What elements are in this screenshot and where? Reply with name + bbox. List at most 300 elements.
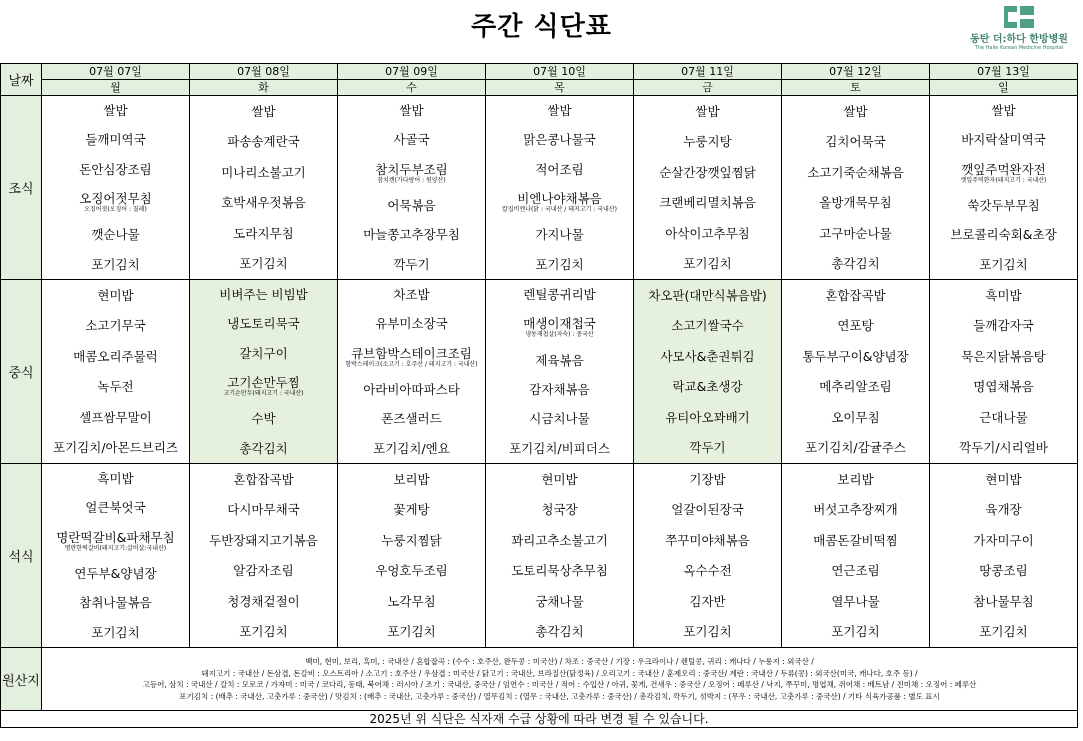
menu-item-name: 총각김치 (831, 256, 880, 272)
menu-item-name: 큐브함박스테이크조림 (351, 345, 472, 361)
menu-item-name: 흑미밥 (985, 287, 1022, 303)
menu-item (502, 191, 617, 213)
menu-item-name: 적어조림 (535, 161, 584, 177)
menu-item (511, 533, 608, 548)
menu-item (979, 563, 1027, 578)
day-date: 07월 09일 (338, 64, 486, 80)
menu-item (973, 594, 1033, 609)
menu-item (659, 195, 756, 210)
menu-item-name: 소고기쌀국수 (671, 318, 744, 334)
menu-item-name: 사모사&춘권튀김 (660, 348, 755, 364)
menu-item (79, 410, 151, 425)
menu-item (961, 132, 1046, 147)
breakfast-menu-cell (930, 96, 1078, 280)
menu-item (56, 530, 174, 552)
breakfast-menu-cell (190, 96, 338, 280)
menu-item (991, 103, 1015, 118)
menu-item-name: 깻순나물 (91, 227, 140, 243)
menu-item (363, 382, 460, 397)
menu-item-name: 통두부구이&양념장 (802, 348, 909, 364)
lunch-row (1, 280, 1078, 464)
origin-line: 포기김치 : (배추 : 국내산, 고춧가루 : 중국산) / 맛김치 : (배추 : 국내산, 고춧가루 : 중국산) / 열무김치 : (열무 : 국내산, 고춧가루 : 중국산) / 총각김치, 깍두기, 섞박지 : (무우 : 국내산, 고춧가루 : 중국산) / 기타 식육가공품 : 별도 표시 (179, 691, 940, 701)
menu-item-name: 연근조림 (831, 563, 880, 579)
menu-item (345, 346, 477, 368)
menu-item-name: 맑은콩나물국 (523, 132, 596, 148)
menu-item-origin-note: 깻잎주먹완자(돼지고기 : 국내산) (960, 176, 1047, 184)
menu-item (393, 502, 429, 517)
menu-item (233, 226, 293, 241)
menu-item-name: 제육볶음 (535, 352, 584, 368)
menu-item-name: 꽃게탕 (393, 502, 430, 518)
menu-item (831, 256, 879, 271)
menu-item-name: 들깨감자국 (973, 318, 1034, 334)
row-label-lunch: 중식 (1, 280, 42, 464)
menu-item-name: 미나리소불고기 (221, 164, 306, 180)
menu-item-name: 아삭이고추무침 (665, 225, 750, 241)
menu-item-name: 호박새우젓볶음 (221, 195, 306, 211)
origin-row (1, 648, 1078, 711)
menu-item (831, 624, 879, 639)
menu-item (825, 134, 885, 149)
menu-item-name: 기장밥 (689, 471, 726, 487)
menu-item-name: 깍두기 (393, 256, 430, 272)
menu-item-name: 포기김치 (91, 256, 140, 272)
menu-item-name: 포기김치/비피더스 (509, 440, 610, 456)
menu-item (79, 595, 151, 610)
menu-item (695, 104, 719, 119)
menu-item-name: 고기손만두찜 (227, 375, 300, 391)
menu-item-name: 포기김치 (683, 624, 732, 640)
menu-item (535, 624, 583, 639)
menu-item (529, 382, 589, 397)
menu-item-name: 참나물무침 (973, 593, 1034, 609)
menu-item (85, 318, 145, 333)
menu-item-name: 열무나물 (831, 593, 880, 609)
day-weekday: 화 (190, 80, 338, 96)
menu-item (219, 287, 308, 302)
menu-item (239, 346, 287, 361)
menu-item (251, 411, 275, 426)
menu-item (233, 472, 293, 487)
menu-item-name: 쑥갓두부무침 (967, 198, 1040, 214)
menu-item-origin-note: 명란한떡갈비(돼지고기:갈비살:국내산) (64, 544, 167, 552)
page-title: 주간 식단표 (471, 12, 612, 42)
dinner-menu-cell (486, 464, 634, 648)
day-date: 07월 08일 (190, 64, 338, 80)
menu-item (541, 472, 577, 487)
menu-item-name: 흑미밥 (97, 471, 134, 487)
menu-item (529, 411, 589, 426)
menu-item (227, 134, 299, 149)
menu-item-name: 오징어젓무침 (79, 191, 152, 207)
weekly-menu-table (0, 63, 1078, 728)
menu-item (819, 195, 891, 210)
menu-item-name: 두반장돼지고기볶음 (209, 532, 318, 548)
menu-item-name: 궁채나물 (535, 593, 584, 609)
menu-item-name: 녹두전 (97, 379, 134, 395)
menu-item-name: 땅콩조림 (979, 563, 1028, 579)
menu-item (959, 440, 1048, 455)
menu-item (825, 288, 885, 303)
menu-item-name: 얼큰북엇국 (85, 500, 146, 516)
menu-item-name: 가지나물 (535, 227, 584, 243)
menu-item-name: 도토리묵상추무침 (511, 563, 608, 579)
menu-item-name: 도라지무침 (233, 225, 294, 241)
menu-item (819, 226, 891, 241)
menu-item (97, 288, 133, 303)
dinner-menu-cell (782, 464, 930, 648)
origin-line: 고등어, 삼치 : 국내산 / 갈치 : 모로코 / 가자미 : 미국 / 코다리, 동태, 북어채 : 러시아 / 조기 : 국내산, 중국산 / 임연수 : 미국산 / 적어 : 수입산 / 아귀, 꽃게, 건새우 : 중국산 / 오징어 : 페루산 / 낙지, 쭈꾸미, 명엽채, 쥐어채 : 베트남 / 진미채 : 오징어 : 페루산 (142, 680, 977, 689)
menu-item-name: 갈치구이 (239, 345, 288, 361)
dinner-menu-cell (42, 464, 190, 648)
menu-item-name: 포기김치 (831, 624, 880, 640)
menu-item-name: 마늘쫑고추장무침 (363, 227, 460, 243)
menu-item (985, 472, 1021, 487)
menu-item (523, 132, 595, 147)
row-label-dinner: 석식 (1, 464, 42, 648)
menu-item (375, 162, 447, 184)
menu-item-name: 차조밥 (393, 287, 430, 303)
menu-item (227, 316, 299, 331)
menu-item (387, 594, 435, 609)
row-label-breakfast: 조식 (1, 96, 42, 280)
lunch-menu-cell (782, 280, 930, 464)
dinner-menu-cell (338, 464, 486, 648)
menu-item (381, 411, 441, 426)
day-date: 07월 12일 (782, 64, 930, 80)
day-weekday: 월 (42, 80, 190, 96)
menu-item-name: 감자채볶음 (529, 382, 590, 398)
lunch-menu-cell (190, 280, 338, 464)
menu-item (689, 594, 725, 609)
hospital-logo-icon (1004, 6, 1034, 28)
menu-item (227, 502, 299, 517)
menu-item-name: 오이무침 (831, 409, 880, 425)
menu-item (221, 195, 306, 210)
menu-item (671, 502, 743, 517)
origin-line: 백미, 현미, 보리, 흑미, : 국내산 / 혼합잡곡 : (수수 : 호주산, 완두콩 : 미국산) / 차조 : 중국산 / 기장 : 우크라이나 / 렌틸콩, 귀리 : 캐나다 / 누룽지 : 외국산 / (305, 657, 814, 666)
footer-notice: 2025년 위 식단은 식자재 수급 상황에 따라 변경 될 수 있습니다. (1, 711, 1078, 728)
menu-item (53, 440, 178, 455)
menu-item-name: 아라비아따파스타 (363, 382, 460, 398)
menu-item-name: 노각무침 (387, 593, 436, 609)
menu-item (950, 227, 1056, 242)
menu-item-name: 묵은지닭볶음탕 (961, 348, 1046, 364)
menu-item-name: 누룽지찜닭 (381, 532, 442, 548)
menu-item (223, 375, 303, 397)
hospital-name: 동탄 더:하다 한방병원 (970, 34, 1068, 45)
menu-item-name: 폰즈샐러드 (381, 411, 442, 427)
menu-item (393, 132, 429, 147)
weekday-row (1, 80, 1078, 96)
lunch-menu-cell (486, 280, 634, 464)
menu-item-name: 옥수수전 (683, 563, 732, 579)
menu-item-name: 포기김치/아몬드브리즈 (53, 440, 178, 456)
menu-item (985, 502, 1021, 517)
menu-item (979, 624, 1027, 639)
menu-item (660, 349, 754, 364)
menu-item (523, 316, 595, 338)
menu-item (535, 227, 583, 242)
menu-item-name: 포기김치 (979, 256, 1028, 272)
menu-item-name: 포기김치 (91, 624, 140, 640)
lunch-menu-cell (930, 280, 1078, 464)
menu-item-name: 김치어묵국 (825, 134, 886, 150)
menu-item (831, 410, 879, 425)
day-date: 07월 13일 (930, 64, 1078, 80)
dinner-menu-cell (190, 464, 338, 648)
menu-item-name: 매콤오리주물럭 (73, 348, 158, 364)
menu-item-name: 명란떡갈비&파채무침 (56, 529, 175, 545)
menu-item-name: 크랜베리멸치볶음 (659, 195, 756, 211)
menu-item (665, 226, 750, 241)
menu-item-origin-note: 참치캔(가다랑어 : 원양산) (377, 176, 446, 184)
breakfast-row (1, 96, 1078, 280)
menu-item-name: 깍두기 (689, 440, 726, 456)
menu-item-name: 포기김치 (683, 256, 732, 272)
menu-item-name: 우엉호두조림 (375, 563, 448, 579)
menu-item-origin-note: 오징어젓(오징어 : 칠레) (84, 206, 147, 214)
menu-item-name: 꽈리고추소불고기 (511, 532, 608, 548)
menu-item-name: 쌀밥 (991, 103, 1016, 119)
menu-item-name: 브로콜리숙회&초장 (950, 227, 1057, 243)
menu-item (541, 502, 577, 517)
menu-item-origin-note: 함박스테이크(소고기 : 호주산 / 돼지고기 : 국내산) (345, 360, 478, 368)
menu-item (511, 563, 608, 578)
menu-item (103, 103, 127, 118)
hospital-subname: The Haile Korean Medicine Hospital (974, 45, 1064, 51)
menu-item (837, 472, 873, 487)
breakfast-menu-cell (486, 96, 634, 280)
origin-line: 돼지고기 : 국내산 / 돈삼겹, 돈갈비 : 오스트리아 / 소고기 : 호주산 / 우삼겹 : 미국산 / 닭고기 : 국내산, 브라질산(닭정육) / 오리고기 : 국내산 / 훈제오리 : 중국산/ 계란 : 국내산 / 두류(콩) : 외국산(미국, 캐나다, 호주 등) / (201, 668, 918, 678)
menu-item-name: 쌀밥 (547, 103, 572, 119)
menu-item (387, 624, 435, 639)
menu-item (671, 318, 743, 333)
dinner-row (1, 464, 1078, 648)
menu-item-name: 총각김치 (535, 624, 584, 640)
menu-item (813, 502, 898, 517)
menu-item-name: 비벼주는 비빔밥 (219, 287, 308, 303)
menu-item (85, 500, 145, 515)
menu-item-name: 다시마무채국 (227, 502, 300, 518)
menu-item-origin-note: 고기손만두(돼지고기 : 국내산) (223, 390, 304, 398)
menu-item (648, 288, 766, 303)
menu-item (973, 533, 1033, 548)
menu-item (831, 594, 879, 609)
menu-item (979, 410, 1027, 425)
menu-item-name: 쌀밥 (695, 103, 720, 119)
menu-item-name: 포기김치 (387, 624, 436, 640)
menu-item (85, 132, 145, 147)
menu-item (509, 441, 610, 456)
menu-item-name: 소고기무국 (85, 318, 146, 334)
menu-item-name: 소고기죽순채볶음 (807, 164, 904, 180)
menu-item-name: 차오판(대만식볶음밥) (648, 287, 767, 303)
menu-item (802, 349, 908, 364)
lunch-menu-cell (42, 280, 190, 464)
menu-item (683, 563, 731, 578)
dinner-menu-cell (930, 464, 1078, 648)
menu-item-name: 냉도토리묵국 (227, 316, 300, 332)
menu-item (73, 349, 158, 364)
menu-item (683, 256, 731, 271)
menu-item-name: 시금치나물 (529, 411, 590, 427)
breakfast-menu-cell (634, 96, 782, 280)
menu-item (375, 563, 447, 578)
lunch-menu-cell (338, 280, 486, 464)
menu-item (239, 624, 287, 639)
menu-item (805, 440, 906, 455)
menu-item (535, 257, 583, 272)
menu-item-name: 포기김치 (239, 256, 288, 272)
menu-item (227, 594, 299, 609)
menu-item-name: 돈안심장조림 (79, 161, 152, 177)
menu-item-name: 청국장 (541, 502, 578, 518)
menu-item-name: 육개장 (985, 502, 1022, 518)
menu-item-name: 깻잎주먹완자전 (961, 161, 1046, 177)
menu-item (79, 191, 151, 213)
menu-item-name: 김자반 (689, 593, 726, 609)
menu-item (393, 287, 429, 302)
date-row (1, 64, 1078, 80)
day-date: 07월 07일 (42, 64, 190, 80)
day-date: 07월 10일 (486, 64, 634, 80)
menu-item (221, 165, 306, 180)
breakfast-menu-cell (338, 96, 486, 280)
menu-item (819, 379, 891, 394)
menu-item (659, 165, 756, 180)
menu-item (239, 256, 287, 271)
menu-item-name: 파송송계란국 (227, 134, 300, 150)
origin-info (42, 648, 1078, 711)
menu-item-name: 쌀밥 (399, 103, 424, 119)
menu-item (689, 440, 725, 455)
menu-item (961, 349, 1046, 364)
dinner-menu-cell (634, 464, 782, 648)
menu-item-name: 매생이재첩국 (523, 316, 596, 332)
menu-item-name: 근대나물 (979, 409, 1028, 425)
row-label-date: 날짜 (1, 64, 42, 96)
menu-item-name: 유부미소장국 (375, 316, 448, 332)
lunch-menu-cell (634, 280, 782, 464)
menu-item (672, 379, 742, 394)
menu-item (961, 162, 1047, 184)
breakfast-menu-cell (782, 96, 930, 280)
menu-item (973, 379, 1033, 394)
footer-row (1, 711, 1078, 728)
menu-item (547, 103, 571, 118)
menu-item-name: 쌀밥 (843, 103, 868, 119)
menu-item (985, 288, 1021, 303)
menu-item (399, 103, 423, 118)
menu-item-name: 들깨미역국 (85, 132, 146, 148)
menu-item-origin-note: 냉동재첩살(자숙) : 중국산 (525, 331, 594, 339)
menu-item (239, 441, 287, 456)
menu-item-name: 보리밥 (393, 471, 430, 487)
menu-item-name: 메추리알조림 (819, 379, 892, 395)
menu-item (91, 257, 139, 272)
menu-item (233, 563, 293, 578)
row-label-origin: 원산지 (1, 648, 42, 711)
menu-item (91, 625, 139, 640)
menu-item (251, 104, 275, 119)
menu-item (97, 471, 133, 486)
menu-item (807, 165, 904, 180)
menu-item-name: 순살간장깻잎찜닭 (659, 164, 756, 180)
menu-item-name: 바지락살미역국 (961, 132, 1046, 148)
menu-item-name: 유티아오꽈배기 (665, 409, 750, 425)
menu-item (535, 594, 583, 609)
day-weekday: 토 (782, 80, 930, 96)
menu-item-name: 명엽채볶음 (973, 379, 1034, 395)
menu-item-name: 쭈꾸미야채볶음 (665, 532, 750, 548)
menu-item (837, 318, 873, 333)
menu-item-name: 가자미구이 (973, 532, 1034, 548)
menu-item (979, 257, 1027, 272)
menu-item-name: 혼합잡곡밥 (233, 471, 294, 487)
menu-item-name: 혼합잡곡밥 (825, 287, 886, 303)
menu-item-name: 셀프쌈무말이 (79, 409, 152, 425)
menu-item-name: 보리밥 (837, 471, 874, 487)
menu-item (665, 533, 750, 548)
menu-item-name: 렌틸콩귀리밥 (523, 287, 596, 303)
menu-item-name: 연두부&양념장 (74, 566, 157, 582)
menu-item-name: 총각김치 (239, 440, 288, 456)
day-weekday: 일 (930, 80, 1078, 96)
menu-item-name: 참치두부조림 (375, 161, 448, 177)
menu-item (79, 162, 151, 177)
menu-item-name: 연포탕 (837, 318, 874, 334)
menu-item-name: 포기김치/감귤주스 (805, 440, 906, 456)
menu-item-name: 매콤돈갈비떡찜 (813, 532, 898, 548)
menu-item-name: 포기김치/엔요 (373, 440, 450, 456)
day-weekday: 금 (634, 80, 782, 96)
menu-item-name: 쌀밥 (251, 103, 276, 119)
menu-item-name: 버섯고추장찌개 (813, 502, 898, 518)
menu-item-origin-note: 칼집비엔나(닭 : 국내산 / 돼지고기 : 국내산) (502, 206, 617, 214)
menu-item (209, 533, 318, 548)
menu-item-name: 현미밥 (541, 471, 578, 487)
menu-item-name: 올방개묵무침 (819, 195, 892, 211)
menu-item (535, 353, 583, 368)
menu-item (665, 410, 750, 425)
menu-item (373, 441, 450, 456)
menu-item-name: 어묵볶음 (387, 198, 436, 214)
day-weekday: 목 (486, 80, 634, 96)
menu-item-name: 수박 (251, 411, 276, 427)
menu-item-name: 깍두기/시리얼바 (959, 440, 1048, 456)
menu-item-name: 사골국 (393, 132, 430, 148)
menu-item (387, 198, 435, 213)
menu-item-name: 비엔나야채볶음 (517, 191, 602, 207)
menu-item (973, 318, 1033, 333)
menu-item-name: 현미밥 (985, 471, 1022, 487)
menu-item (375, 316, 447, 331)
menu-item-name: 고구마순나물 (819, 225, 892, 241)
menu-item (813, 533, 898, 548)
menu-item-name: 현미밥 (97, 287, 134, 303)
day-date: 07월 11일 (634, 64, 782, 80)
day-weekday: 수 (338, 80, 486, 96)
menu-item-name: 쌀밥 (103, 103, 128, 119)
menu-item (74, 566, 156, 581)
menu-item-name: 락교&초생강 (672, 379, 743, 395)
menu-item (967, 198, 1039, 213)
menu-item (97, 379, 133, 394)
menu-item (91, 227, 139, 242)
menu-item (393, 472, 429, 487)
menu-item (363, 227, 460, 242)
